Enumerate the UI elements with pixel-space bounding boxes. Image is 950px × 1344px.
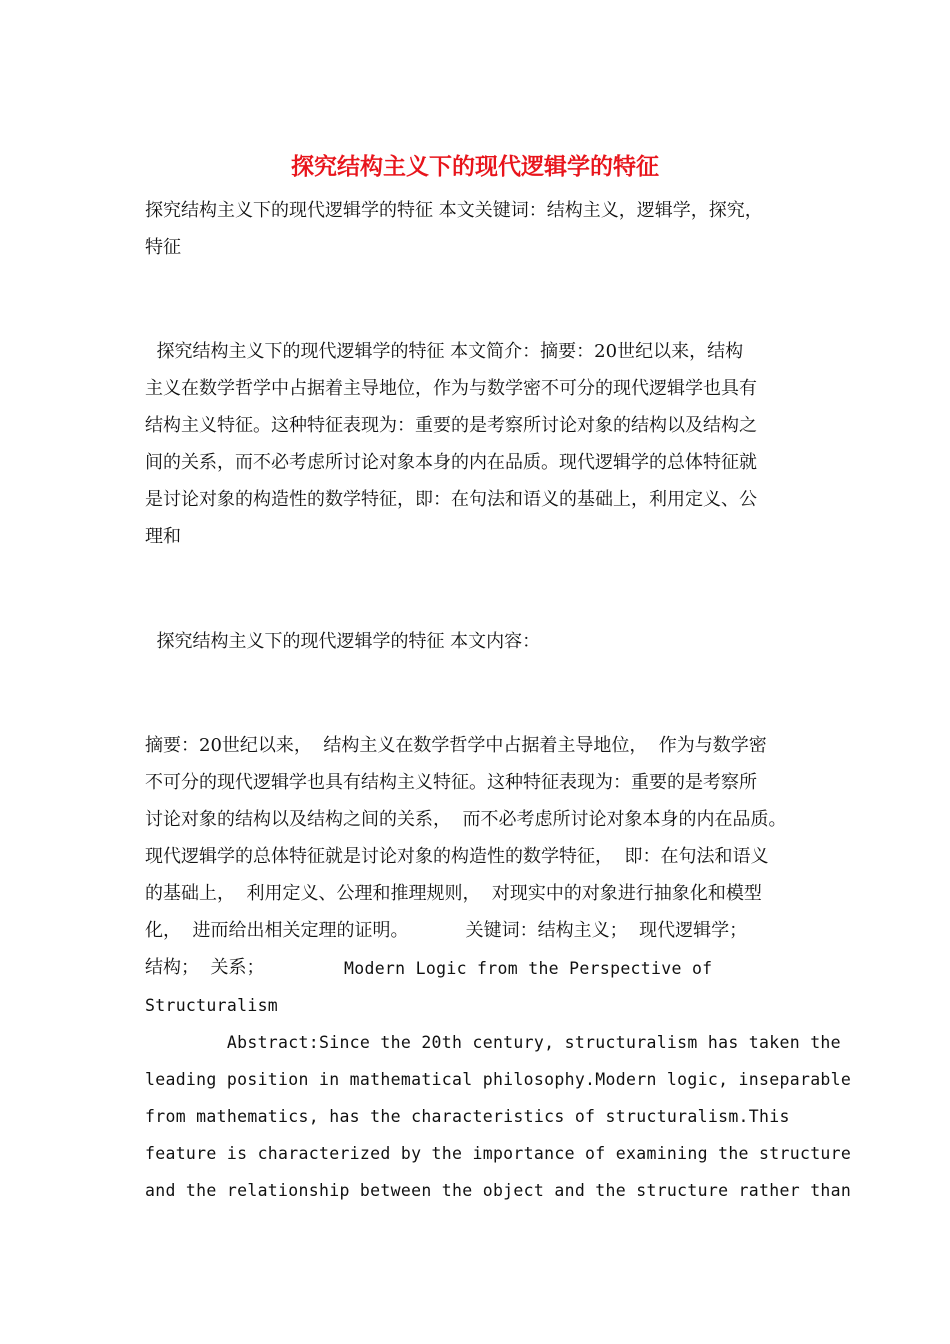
keywords-line: 特征 <box>145 237 181 258</box>
abstract-cn-line: 化， 进而给出相关定理的证明。 关键词：结构主义； 现代逻辑学； <box>145 920 748 941</box>
abstract-cn-line: 讨论对象的结构以及结构之间的关系， 而不必考虑所讨论对象本身的内在品质。 <box>145 809 787 830</box>
document-title: 探究结构主义下的现代逻辑学的特征 <box>291 153 659 180</box>
english-title: Modern Logic from the Perspective of <box>344 959 713 978</box>
keywords-tail: 结构； 关系； <box>145 957 265 978</box>
abstract-en-line: Abstract:Since the 20th century, structuralism has taken the <box>145 1033 841 1052</box>
intro-line: 间的关系，而不必考虑所讨论对象本身的内在品质。现代逻辑学的总体特征就 <box>145 452 757 473</box>
abstract-en-line: feature is characterized by the importance of examining the structure <box>145 1144 852 1163</box>
abstract-cn-line: 现代逻辑学的总体特征就是讨论对象的构造性的数学特征， 即：在句法和语义 <box>145 846 769 867</box>
intro-line: 主义在数学哲学中占据着主导地位，作为与数学密不可分的现代逻辑学也具有 <box>145 378 757 399</box>
intro-line: 探究结构主义下的现代逻辑学的特征 本文简介：摘要：20世纪以来，结构 <box>145 341 744 362</box>
english-title-continued: Structuralism <box>145 996 279 1015</box>
abstract-cn-line: 不可分的现代逻辑学也具有结构主义特征。这种特征表现为：重要的是考察所 <box>145 772 757 793</box>
intro-line: 是讨论对象的构造性的数学特征，即：在句法和语义的基础上，利用定义、公 <box>145 489 757 510</box>
abstract-cn-line: 的基础上， 利用定义、公理和推理规则， 对现实中的对象进行抽象化和模型 <box>145 883 762 904</box>
keywords-line: 探究结构主义下的现代逻辑学的特征 本文关键词：结构主义，逻辑学，探究， <box>145 200 763 221</box>
abstract-en-line: from mathematics, has the characteristics of structuralism.This <box>145 1107 790 1126</box>
abstract-cn-line: 摘要：20世纪以来， 结构主义在数学哲学中占据着主导地位， 作为与数学密 <box>145 735 767 756</box>
content-heading: 探究结构主义下的现代逻辑学的特征 本文内容： <box>145 631 541 652</box>
intro-line: 理和 <box>145 526 181 547</box>
abstract-en-line: and the relationship between the object and the structure rather than <box>145 1181 852 1200</box>
intro-line: 结构主义特征。这种特征表现为：重要的是考察所讨论对象的结构以及结构之 <box>145 415 757 436</box>
abstract-en-line: leading position in mathematical philosophy.Modern logic, inseparable <box>145 1070 852 1089</box>
